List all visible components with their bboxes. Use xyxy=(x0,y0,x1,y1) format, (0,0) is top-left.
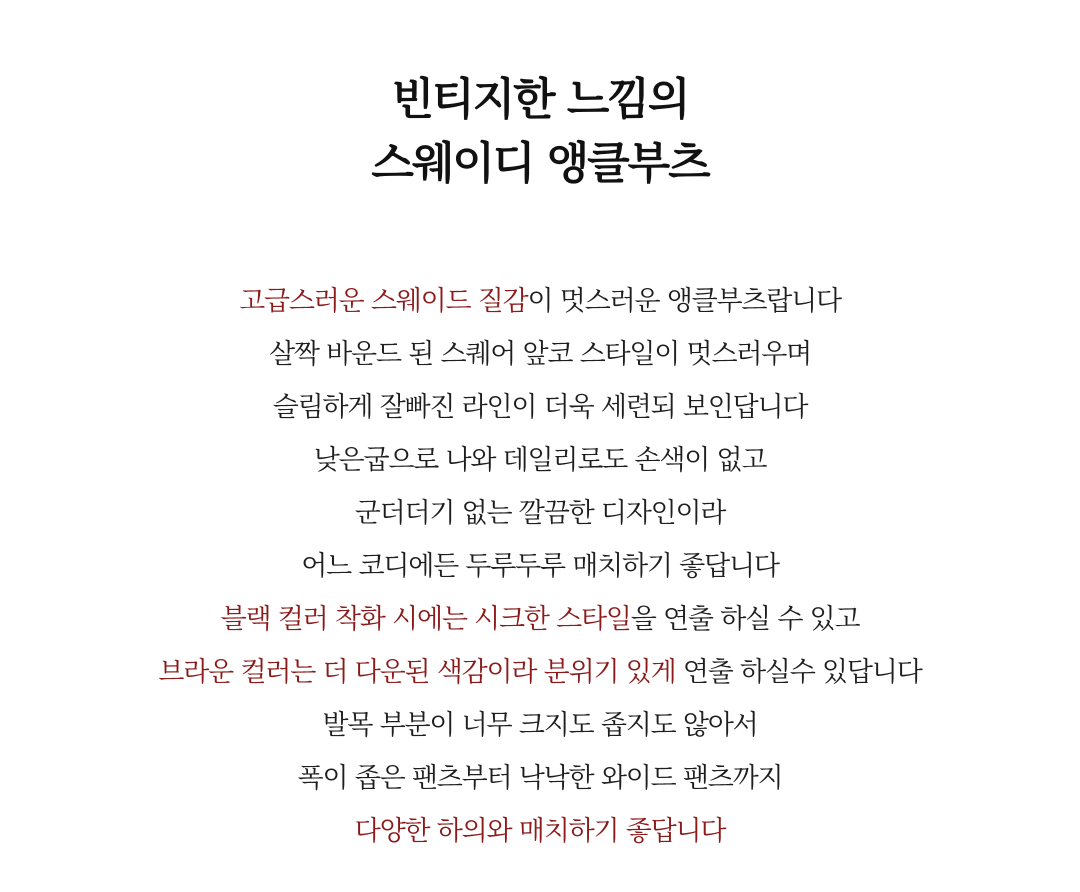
description-text: 을 연출 하실 수 있고 xyxy=(630,604,860,635)
highlight-text: 다양한 하의와 매치하기 좋답니다 xyxy=(354,816,726,847)
highlight-text: 블랙 컬러 착화 시에는 시크한 스타일 xyxy=(220,604,631,635)
description-text: 연출 하실수 있답니다 xyxy=(675,657,922,688)
description-line-9: 발목 부분이 너무 크지도 좁지도 않아서 xyxy=(322,710,758,741)
description-line-8 xyxy=(0,646,1080,699)
product-description xyxy=(0,275,1080,858)
title-line-2: 스웨이디 앵클부츠 xyxy=(371,138,709,189)
description-line-4: 낮은굽으로 나와 데일리로도 손색이 없고 xyxy=(313,445,767,476)
description-line-10: 폭이 좁은 팬츠부터 낙낙한 와이드 팬츠까지 xyxy=(297,763,783,794)
description-text: 이 멋스러운 앵클부츠랍니다 xyxy=(527,286,841,317)
description-line-5: 군더더기 없는 깔끔한 디자인이라 xyxy=(354,498,726,529)
title-line-1: 빈티지한 느낌의 xyxy=(391,74,689,125)
description-line-2: 살짝 바운드 된 스퀘어 앞코 스타일이 멋스러우며 xyxy=(269,339,811,370)
description-line-11 xyxy=(0,805,1080,858)
description-line-6: 어느 코디에든 두루두루 매치하기 좋답니다 xyxy=(301,551,779,582)
highlight-text: 브라운 컬러는 더 다운된 색감이라 분위기 있게 xyxy=(158,657,676,688)
description-line-1 xyxy=(0,275,1080,328)
description-line-7 xyxy=(0,593,1080,646)
description-line-3: 슬림하게 잘빠진 라인이 더욱 세련되 보인답니다 xyxy=(272,392,808,423)
page-title xyxy=(0,68,1080,196)
highlight-text: 고급스러운 스웨이드 질감 xyxy=(239,286,528,317)
